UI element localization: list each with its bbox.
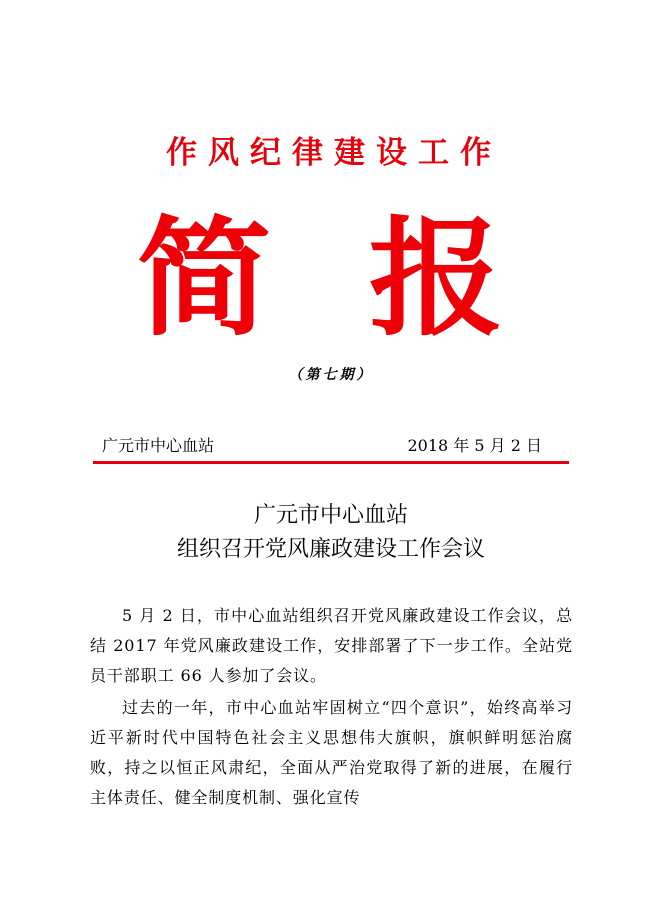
article-headline	[0, 499, 662, 567]
issue-number: （第七期）	[288, 367, 374, 383]
issue-date: 2018 年 5 月 2 日	[407, 436, 542, 455]
bulletin-title-char-2: 报	[368, 205, 504, 354]
headline-line-1: 广元市中心血站	[253, 503, 408, 528]
paragraph-2: 过去的一年，市中心血站牢固树立“四个意识”，始终高举习近平新时代中国特色社会主义思想伟大旗帜，旗帜鲜明惩治腐败，持之以恒正风肃纪，全面从严治党取得了新的进展，在履行主体责任、健全制度机制、强化宣传	[90, 698, 573, 807]
series-title: 作风纪律建设工作	[166, 135, 502, 171]
red-divider-rule	[93, 461, 569, 464]
meta-row	[102, 434, 542, 458]
paragraph-1: 5 月 2 日，市中心血站组织召开党风廉政建设工作会议，总结 2017 年党风廉政建设工作，安排部署了下一步工作。全站党员干部职工 66 人参加了会议。	[90, 606, 573, 685]
issuing-organization: 广元市中心血站	[102, 436, 215, 455]
headline-line-2: 组织召开党风廉政建设工作会议	[176, 537, 485, 562]
bulletin-title	[0, 205, 662, 355]
bulletin-title-char-1: 简	[136, 205, 272, 354]
article-body	[90, 601, 573, 813]
